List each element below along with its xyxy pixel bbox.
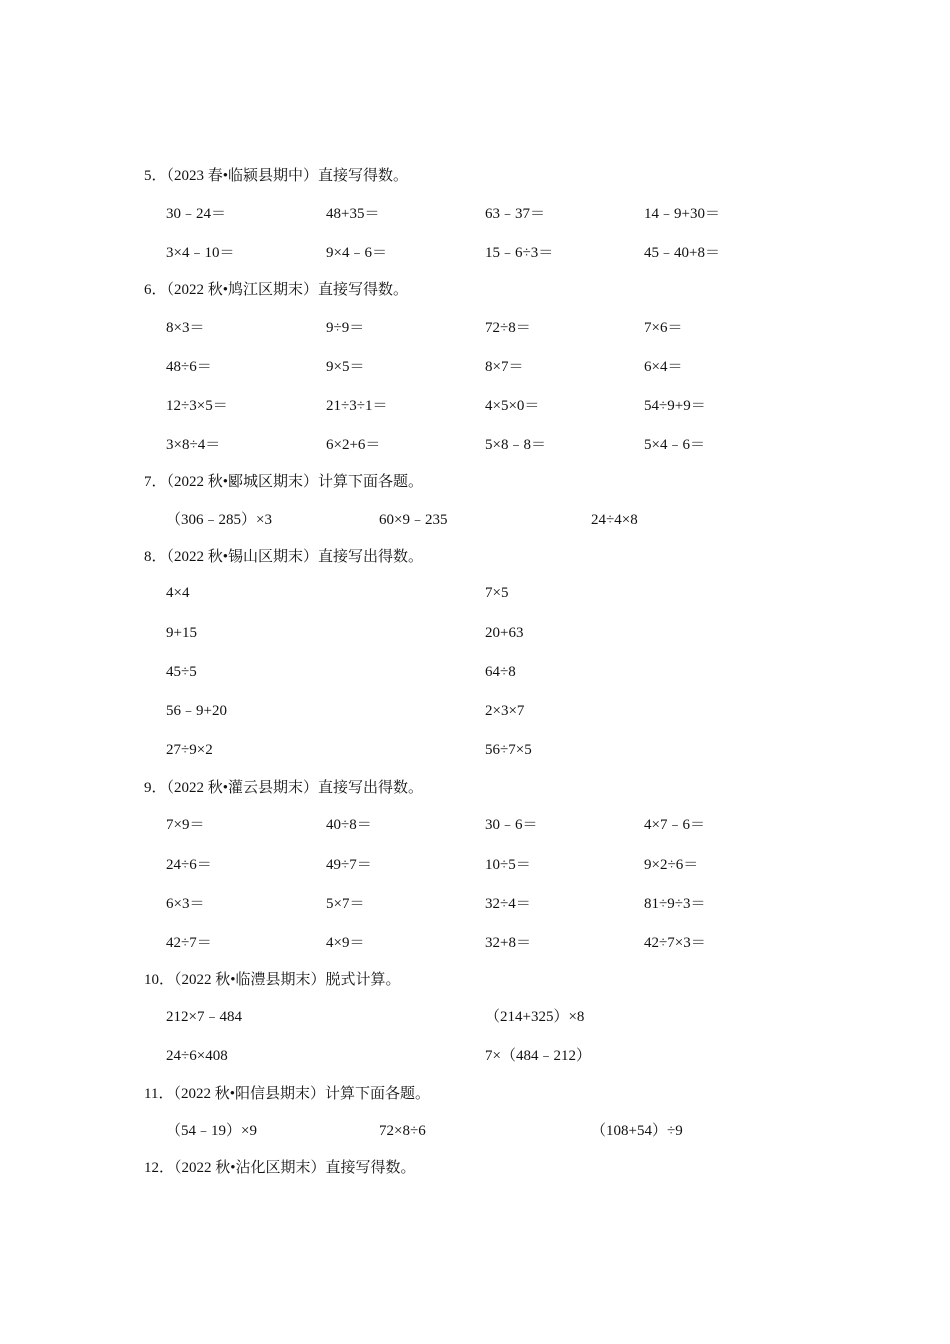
question-11-row-1 <box>166 1121 866 1141</box>
question-5-row-1 <box>166 204 866 224</box>
problem: 4×5×0＝ <box>485 398 540 414</box>
problem: 8×7＝ <box>485 359 524 375</box>
problem: 6×4＝ <box>644 359 683 375</box>
problem: 3×8÷4＝ <box>166 437 221 453</box>
problem: 14﹣9+30＝ <box>644 206 720 222</box>
problem: 4×7﹣6＝ <box>644 817 705 833</box>
problem: 42÷7＝ <box>166 935 212 951</box>
problem: 6×2+6＝ <box>326 437 381 453</box>
problem: （54﹣19）×9 <box>166 1123 257 1139</box>
problem: 54÷9+9＝ <box>644 398 706 414</box>
problem: 7×（484﹣212） <box>485 1048 591 1064</box>
problem: 5×4﹣6＝ <box>644 437 705 453</box>
problem: 8×3＝ <box>166 320 205 336</box>
question-12-title: 12．（2022 秋•沾化区期末）直接写得数。 <box>144 1160 416 1176</box>
problem: 56÷7×5 <box>485 742 532 758</box>
problem: 30﹣6＝ <box>485 817 538 833</box>
question-6-title: 6．（2022 秋•鸠江区期末）直接写得数。 <box>144 282 409 298</box>
problem: 24÷6＝ <box>166 857 212 873</box>
problem: 24÷6×408 <box>166 1048 228 1064</box>
problem: 4×9＝ <box>326 935 365 951</box>
question-9-row-1 <box>166 815 866 835</box>
problem: （108+54）÷9 <box>591 1123 683 1139</box>
problem: 212×7﹣484 <box>166 1009 242 1025</box>
problem: 48+35＝ <box>326 206 380 222</box>
question-9-row-4 <box>166 933 866 953</box>
problem: 27÷9×2 <box>166 742 213 758</box>
problem: 42÷7×3＝ <box>644 935 706 951</box>
problem: 6×3＝ <box>166 896 205 912</box>
problem: 9÷9＝ <box>326 320 365 336</box>
question-5-title: 5．（2023 春•临颍县期中）直接写得数。 <box>144 168 409 184</box>
problem: 56﹣9+20 <box>166 703 227 719</box>
question-8-row-5 <box>166 740 866 760</box>
problem: 64÷8 <box>485 664 516 680</box>
problem: 49÷7＝ <box>326 857 372 873</box>
problem: 9×4﹣6＝ <box>326 245 387 261</box>
question-6-row-3 <box>166 396 866 416</box>
question-8-row-1 <box>166 583 866 603</box>
problem: 72÷8＝ <box>485 320 531 336</box>
problem: 32÷4＝ <box>485 896 531 912</box>
problem: 7×9＝ <box>166 817 205 833</box>
problem: 32+8＝ <box>485 935 531 951</box>
problem: 7×5 <box>485 585 509 601</box>
problem: 81÷9÷3＝ <box>644 896 706 912</box>
question-9-row-2 <box>166 855 866 875</box>
question-11-title: 11．（2022 秋•阳信县期末）计算下面各题。 <box>144 1086 430 1102</box>
question-6-row-4 <box>166 435 866 455</box>
problem: （306﹣285）×3 <box>166 512 272 528</box>
problem: 3×4﹣10＝ <box>166 245 235 261</box>
question-10-row-1 <box>166 1007 866 1027</box>
question-10-row-2 <box>166 1046 866 1066</box>
problem: 2×3×7 <box>485 703 525 719</box>
question-9-title: 9．（2022 秋•灌云县期末）直接写出得数。 <box>144 780 424 796</box>
problem: 7×6＝ <box>644 320 683 336</box>
question-7-title: 7．（2022 秋•郾城区期末）计算下面各题。 <box>144 474 424 490</box>
problem: 5×7＝ <box>326 896 365 912</box>
problem: 72×8÷6 <box>379 1123 426 1139</box>
problem: 45÷5 <box>166 664 197 680</box>
problem: 40÷8＝ <box>326 817 372 833</box>
problem: 4×4 <box>166 585 190 601</box>
problem: 45﹣40+8＝ <box>644 245 720 261</box>
problem: 30﹣24＝ <box>166 206 227 222</box>
problem: 10÷5＝ <box>485 857 531 873</box>
problem: 21÷3÷1＝ <box>326 398 388 414</box>
question-9-row-3 <box>166 894 866 914</box>
question-8-row-2 <box>166 623 866 643</box>
problem: 63﹣37＝ <box>485 206 546 222</box>
problem: 12÷3×5＝ <box>166 398 228 414</box>
problem: 15﹣6÷3＝ <box>485 245 554 261</box>
question-8-row-4 <box>166 701 866 721</box>
question-8-row-3 <box>166 662 866 682</box>
question-7-row-1 <box>166 510 866 530</box>
question-10-title: 10．（2022 秋•临澧县期末）脱式计算。 <box>144 972 401 988</box>
problem: 5×8﹣8＝ <box>485 437 546 453</box>
problem: 9×2÷6＝ <box>644 857 699 873</box>
question-8-title: 8．（2022 秋•锡山区期末）直接写出得数。 <box>144 549 424 565</box>
problem: 9×5＝ <box>326 359 365 375</box>
problem: 60×9﹣235 <box>379 512 448 528</box>
problem: 24÷4×8 <box>591 512 638 528</box>
question-6-row-2 <box>166 357 866 377</box>
problem: 9+15 <box>166 625 197 641</box>
question-5-row-2 <box>166 243 866 263</box>
problem: 20+63 <box>485 625 524 641</box>
question-6-row-1 <box>166 318 866 338</box>
problem: （214+325）×8 <box>485 1009 585 1025</box>
problem: 48÷6＝ <box>166 359 212 375</box>
